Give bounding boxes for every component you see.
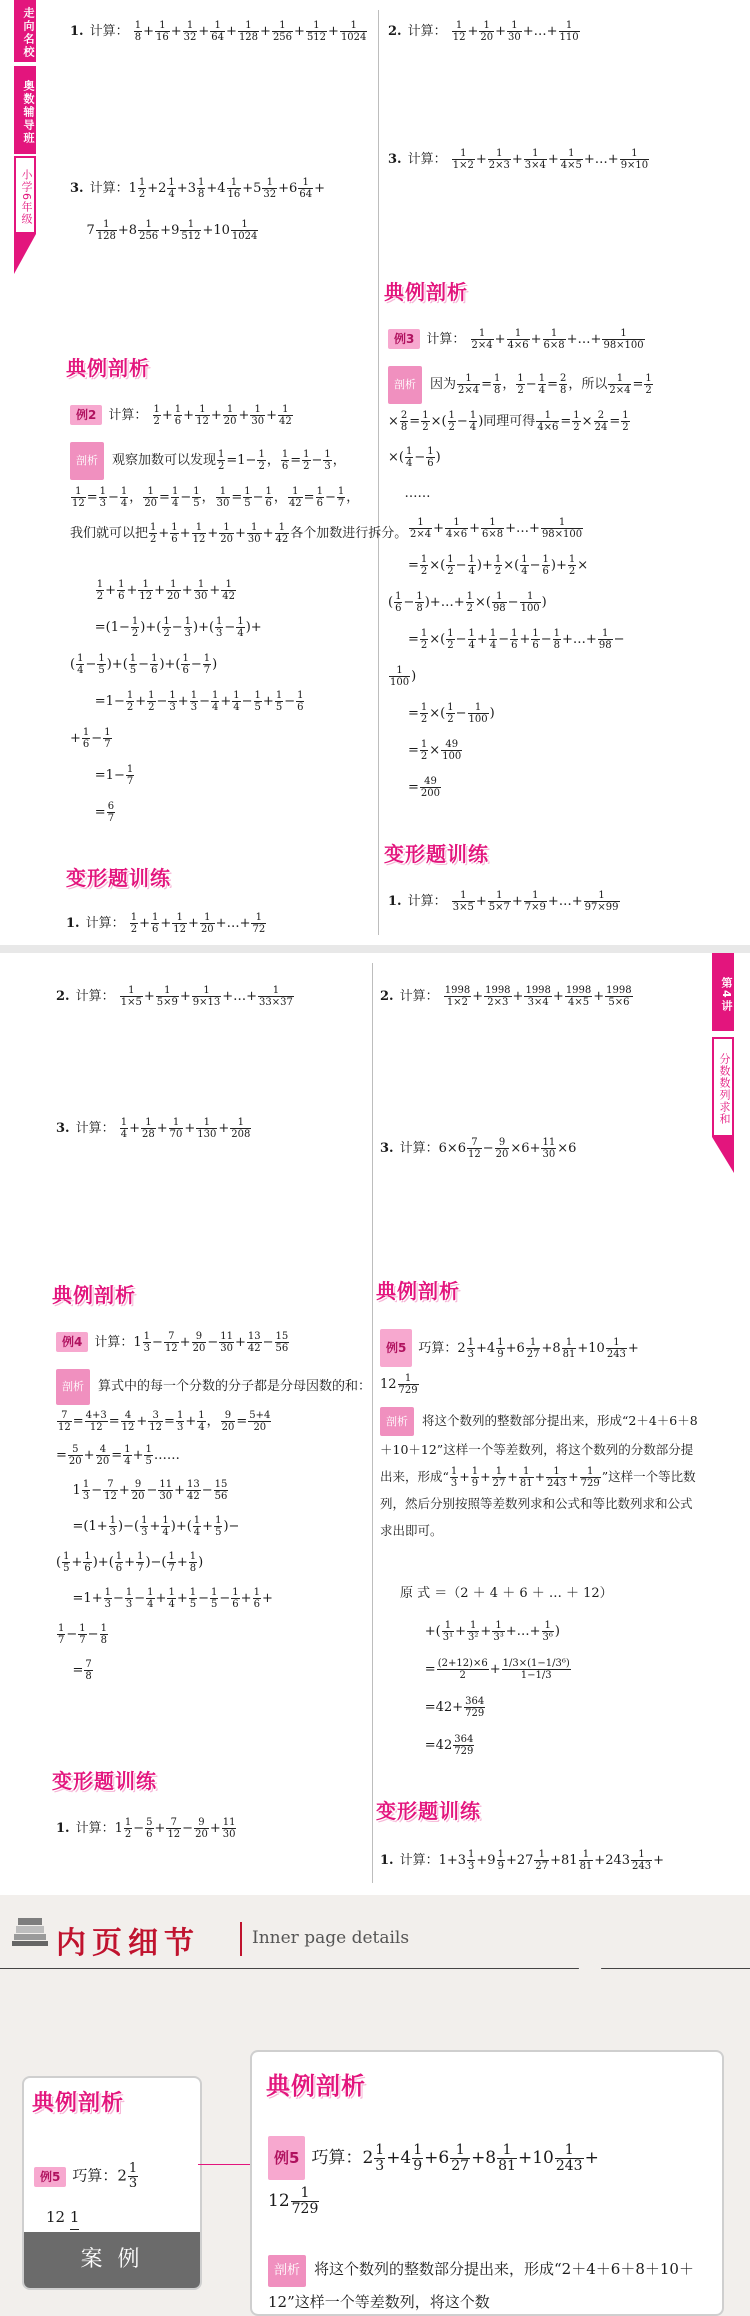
variation-header-right: 变形题训练	[384, 842, 489, 866]
zoom-card	[250, 2050, 724, 2316]
side-tab-tail	[14, 234, 36, 274]
side-tab-class: 奥数辅导班	[14, 66, 36, 154]
example-5-analysis: 剖析 将这个数列的整数部分提出来，形成“2＋4＋6＋8＋10＋12”这样一个等差数列，将这个数列的分数部分提出来，形成“ $\frac{1}{3}$ + $\frac{1}{9}$ + $\frac{1}{27}$ + $\frac{1}{81}$ + $\frac{1}{243}$ + $\frac{1}{729}$ ”这样一个等比数列，然后分别按照等差数列求和公式和等比数列求和公式求出即可。	[380, 1407, 700, 1544]
question-3-right: 3. 计算： $\frac{1}{1\times 2}$ + $\frac{1}{2\times 3}$ + $\frac{1}{3\times 4}$ + $\frac{1}{4\times 5}$ +…+ $\frac{1}{9\times 10}$	[388, 148, 649, 171]
question-1-left: 1. 计算： $\frac{1}{8}$ + $\frac{1}{16}$ + $\frac{1}{32}$ + $\frac{1}{64}$ + $\frac{1}{128}$ + $\frac{1}{256}$ + $\frac{1}{512}$ + $\frac{1}{1024}$	[70, 20, 367, 43]
title-divider	[240, 1922, 242, 1956]
case-label: 案 例	[24, 2232, 200, 2288]
thumbnail-fraction: 12 1	[46, 2206, 79, 2230]
example-3-solution: $\frac{1}{2\times 4}$ + $\frac{1}{4\times 6}$ + $\frac{1}{6\times 8}$ +…+ $\frac{1}{98\times 100}$ = $\frac{1}{2}$ ×( $\frac{1}{2}$ − $\frac{1}{4}$ )+ $\frac{1}{2}$ ×( $\frac{1}{4}$ − $\frac{1}{6}$ )+ $\frac{1}{2}$ × ( $\frac{1}{6}$ − $\frac{1}{8}$ )+…+ $\frac{1}{2}$ ×( $\frac{1}{98}$ − $\frac{1}{100}$ ) = $\frac{1}{2}$ ×( $\frac{1}{2}$ − $\frac{1}{4}$ + $\frac{1}{4}$ − $\frac{1}{6}$ + $\frac{1}{6}$ − $\frac{1}{8}$ +…+ $\frac{1}{98}$ − $\frac{1}{100}$ ) = $\frac{1}{2}$ ×( $\frac{1}{2}$ − $\frac{1}{100}$ ) = $\frac{1}{2}$ × $\frac{49}{100}$ = $\frac{49}{200}$	[388, 517, 625, 799]
zoom-example: 例5 巧算：2 $\frac{1}{3}$ +4 $\frac{1}{9}$ +6 $\frac{1}{27}$ +8 $\frac{1}{81}$ +10 $\frac{1}{243}$ + 12 $\frac{1}{729}$	[268, 2136, 599, 2222]
variation-1-right: 1. 计算： $\frac{1}{3\times 5}$ + $\frac{1}{5\times 7}$ + $\frac{1}{7\times 9}$ +…+ $\frac{1}{97\times 99}$	[388, 890, 619, 913]
section-header-examples-left: 典例剖析	[66, 356, 150, 380]
question-2-right-p2: 2. 计算： $\frac{1998}{1\times 2}$ + $\frac{1998}{2\times 3}$ + $\frac{1998}{3\times 4}$ + $\frac{1998}{4\times 5}$ + $\frac{1998}{5\times 6}$	[380, 985, 632, 1008]
side-tab-tail-right	[712, 1137, 734, 1173]
variation-header-right-p2: 变形题训练	[376, 1799, 481, 1823]
example-3-analysis: 剖析 因为 $\frac{1}{2\times 4}$ = $\frac{1}{8}$ ， $\frac{1}{2}$ − $\frac{1}{4}$ = $\frac{2}{8}$ ，所以 $\frac{1}{2\times 4}$ = $\frac{1}{2}$ × $\frac{2}{8}$ = $\frac{1}{2}$ ×( $\frac{1}{2}$ − $\frac{1}{4}$ )同理可得 $\frac{1}{4\times 6}$ = $\frac{1}{2}$ × $\frac{2}{24}$ = $\frac{1}{2}$ ×( $\frac{1}{4}$ − $\frac{1}{6}$ ) ……	[388, 366, 654, 512]
question-3-left-p2: 3. 计算： $\frac{1}{4}$ + $\frac{1}{28}$ + $\frac{1}{70}$ + $\frac{1}{130}$ + $\frac{1}{208}$	[56, 1117, 251, 1140]
detail-title: 内页细节	[56, 1926, 200, 1961]
detail-subtitle: Inner page details	[252, 1928, 410, 1948]
side-tab-topic: 分数数列求和	[712, 1037, 734, 1137]
example-2-solution: $\frac{1}{2}$ + $\frac{1}{6}$ + $\frac{1}{12}$ + $\frac{1}{20}$ + $\frac{1}{30}$ + $\frac{1}{42}$ =(1− $\frac{1}{2}$ )+( $\frac{1}{2}$ − $\frac{1}{3}$ )+( $\frac{1}{3}$ − $\frac{1}{4}$ )+ ( $\frac{1}{4}$ − $\frac{1}{5}$ )+( $\frac{1}{5}$ − $\frac{1}{6}$ )+( $\frac{1}{6}$ − $\frac{1}{7}$ ) =1− $\frac{1}{2}$ + $\frac{1}{2}$ − $\frac{1}{3}$ + $\frac{1}{3}$ − $\frac{1}{4}$ + $\frac{1}{4}$ − $\frac{1}{5}$ + $\frac{1}{5}$ − $\frac{1}{6}$ + $\frac{1}{6}$ − $\frac{1}{7}$ =1− $\frac{1}{7}$ = $\frac{6}{7}$	[70, 579, 304, 824]
variation-1-left-p2: 1. 计算：1 $\frac{1}{2}$ − $\frac{5}{6}$ + $\frac{7}{12}$ − $\frac{9}{20}$ + $\frac{11}{30}$	[56, 1817, 236, 1840]
zoom-analysis: 剖析 将这个数列的整数部分提出来，形成“2＋4＋6＋8＋10＋12”这样一个等差数列，将这个数	[268, 2254, 708, 2316]
question-2-right: 2. 计算： $\frac{1}{12}$ + $\frac{1}{20}$ + $\frac{1}{30}$ +…+ $\frac{1}{110}$	[388, 20, 579, 43]
variation-header-left: 变形题训练	[66, 866, 171, 890]
thumbnail-card	[22, 2076, 202, 2290]
page-1	[0, 0, 750, 945]
page-gap	[0, 945, 750, 953]
thumbnail-example: 例5 巧算：2 $\frac{1}{3}$	[34, 2162, 139, 2191]
zoom-header: 典例剖析	[266, 2072, 366, 2100]
example-2-analysis: 剖析 观察加数可以发现 $\frac{1}{2}$ =1− $\frac{1}{2}$ ， $\frac{1}{6}$ = $\frac{1}{2}$ − $\frac{1}{3}$ ， $\frac{1}{12}$ = $\frac{1}{3}$ − $\frac{1}{4}$ ， $\frac{1}{20}$ = $\frac{1}{4}$ − $\frac{1}{5}$ ， $\frac{1}{30}$ = $\frac{1}{5}$ − $\frac{1}{6}$ ， $\frac{1}{42}$ = $\frac{1}{6}$ − $\frac{1}{7}$ ， 我们就可以把 $\frac{1}{2}$ + $\frac{1}{6}$ + $\frac{1}{12}$ + $\frac{1}{20}$ + $\frac{1}{30}$ + $\frac{1}{42}$ 各个加数进行拆分。	[70, 442, 407, 552]
books-icon	[12, 1914, 50, 1948]
page-2	[0, 953, 750, 1893]
section-header-left-p2: 典例剖析	[52, 1283, 136, 1307]
variation-1-right-p2: 1. 计算：1+3 $\frac{1}{3}$ +9 $\frac{1}{9}$ +27 $\frac{1}{27}$ +81 $\frac{1}{81}$ +243 $\frac{1}{243}$ +	[380, 1849, 665, 1872]
thumbnail-header: 典例剖析	[32, 2091, 125, 2116]
side-tab-grade: 小学6年级	[14, 156, 36, 234]
example-5: 例5 巧算：2 $\frac{1}{3}$ +4 $\frac{1}{9}$ +6 $\frac{1}{27}$ +8 $\frac{1}{81}$ +10 $\frac{1}{243}$ + 12 $\frac{1}{729}$	[380, 1329, 639, 1403]
example-3: 例3 计算： $\frac{1}{2\times 4}$ + $\frac{1}{4\times 6}$ + $\frac{1}{6\times 8}$ +…+ $\frac{1}{98\times 100}$	[388, 328, 646, 351]
example-5-solution: 原 式 ＝（2 ＋ 4 ＋ 6 ＋ … ＋ 12） +( $\frac{1}{\text{3¹}}$ + $\frac{1}{\text{3²}}$ + $\frac{1}{\text{3³}}$ +…+ $\frac{1}{\text{3⁶}}$ ) = $\frac{(2+12)\times 6}{2}$ + $\frac{\text{1/3×(1−1/3⁶)}}{1-1/3}$ =42+ $\frac{364}{729}$ =42 $\frac{364}{729}$	[400, 1586, 613, 1757]
variation-header-left-p2: 变形题训练	[52, 1769, 157, 1793]
section-header-right-p2: 典例剖析	[376, 1279, 460, 1303]
column-divider-2	[372, 963, 373, 1883]
example-4: 例4 计算：1 $\frac{1}{3}$ − $\frac{7}{12}$ + $\frac{9}{20}$ − $\frac{11}{30}$ + $\frac{13}{42}$ − $\frac{15}{56}$	[56, 1331, 290, 1354]
side-tab-school: 走向名校	[14, 0, 36, 62]
question-3-right-p2: 3. 计算：6×6 $\frac{7}{12}$ − $\frac{9}{20}$ ×6+ $\frac{11}{30}$ ×6	[380, 1137, 577, 1160]
example-2: 例2 计算： $\frac{1}{2}$ + $\frac{1}{6}$ + $\frac{1}{12}$ + $\frac{1}{20}$ + $\frac{1}{30}$ + $\frac{1}{42}$	[70, 404, 294, 427]
side-tab-lecture: 第4讲	[712, 953, 734, 1031]
question-2-left-p2: 2. 计算： $\frac{1}{1\times 5}$ + $\frac{1}{5\times 9}$ + $\frac{1}{9\times 13}$ +…+ $\frac{1}{33\times 37}$	[56, 985, 293, 1008]
example-4-solution: 1 $\frac{1}{3}$ − $\frac{7}{12}$ + $\frac{9}{20}$ − $\frac{11}{30}$ + $\frac{13}{42}$ − $\frac{15}{56}$ =(1+ $\frac{1}{3}$ )−( $\frac{1}{3}$ + $\frac{1}{4}$ )+( $\frac{1}{4}$ + $\frac{1}{5}$ )− ( $\frac{1}{5}$ + $\frac{1}{6}$ )+( $\frac{1}{6}$ + $\frac{1}{7}$ )−( $\frac{1}{7}$ + $\frac{1}{8}$ ) =1+ $\frac{1}{3}$ − $\frac{1}{3}$ − $\frac{1}{4}$ + $\frac{1}{4}$ + $\frac{1}{5}$ − $\frac{1}{5}$ − $\frac{1}{6}$ + $\frac{1}{6}$ + $\frac{1}{7}$ − $\frac{1}{7}$ − $\frac{1}{8}$ = $\frac{7}{8}$	[56, 1479, 273, 1682]
divider-line	[0, 1968, 750, 1969]
question-3-left: 3. 计算：1 $\frac{1}{2}$ +2 $\frac{1}{4}$ +3 $\frac{1}{8}$ +4 $\frac{1}{16}$ +5 $\frac{1}{32}$ +6 $\frac{1}{64}$ + 7 $\frac{1}{128}$ +8 $\frac{1}{256}$ +9 $\frac{1}{512}$ +10 $\frac{1}{1024}$	[70, 177, 325, 242]
section-header-examples-right: 典例剖析	[384, 280, 468, 304]
variation-1-left: 1. 计算： $\frac{1}{2}$ + $\frac{1}{6}$ + $\frac{1}{12}$ + $\frac{1}{20}$ +…+ $\frac{1}{72}$	[66, 912, 266, 935]
example-4-analysis: 剖析 算式中的每一个分数的分子都是分母因数的和： $\frac{7}{12}$ = $\frac{4+3}{12}$ = $\frac{4}{12}$ + $\frac{3}{12}$ = $\frac{1}{3}$ + $\frac{1}{4}$ ， $\frac{9}{20}$ = $\frac{5+4}{20}$ = $\frac{5}{20}$ + $\frac{4}{20}$ = $\frac{1}{4}$ + $\frac{1}{5}$ ……	[56, 1369, 371, 1473]
